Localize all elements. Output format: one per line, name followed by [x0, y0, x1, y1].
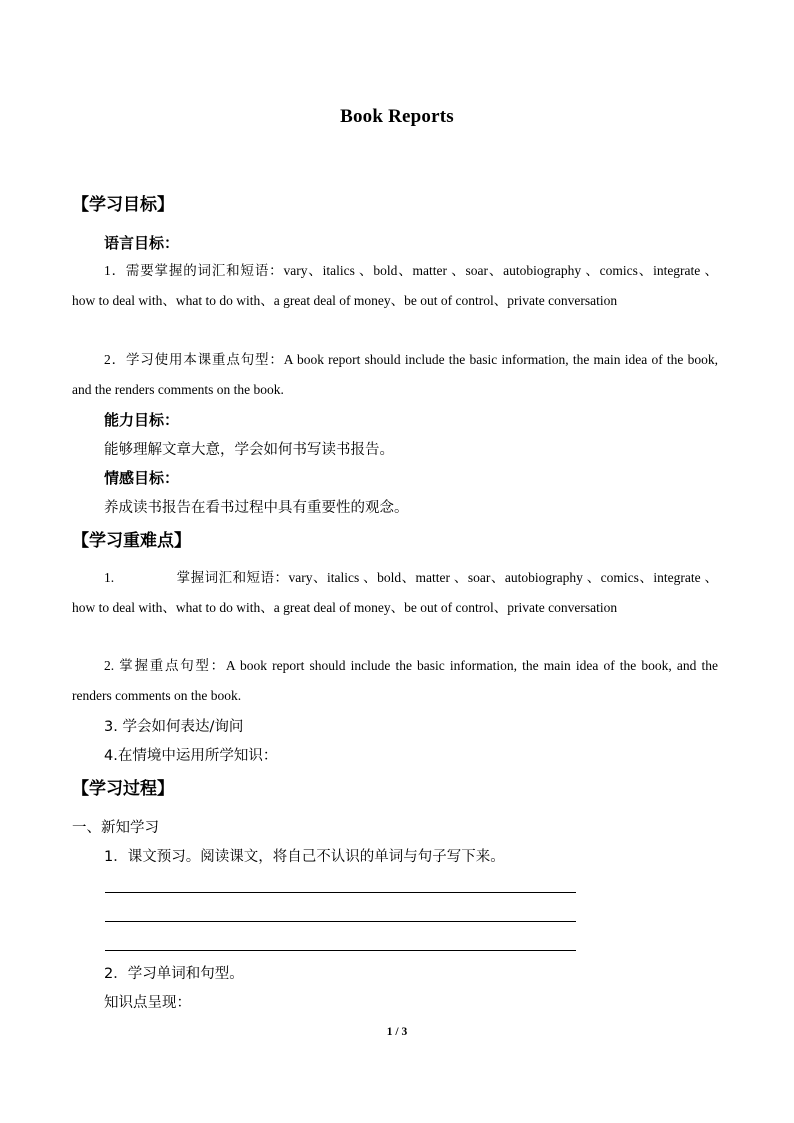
key-point-item-2: 2. 掌握重点句型：A book report should include the basic information, the main idea of the book, and the renders comments on the book. [72, 658, 718, 703]
section-heading-key-points: 【学习重难点】 [72, 531, 191, 551]
page-number: 1 / 3 [386, 1026, 408, 1038]
answer-line-2 [105, 921, 576, 922]
language-objectives-heading: 语言目标： [104, 234, 180, 252]
ability-objectives-text: 能够理解文章大意，学会如何书写读书报告。 [104, 442, 394, 458]
emotion-objectives-text: 养成读书报告在看书过程中具有重要性的观念。 [104, 500, 409, 516]
process-part-1: 一、新知学习 [72, 820, 159, 836]
answer-line-3 [105, 950, 576, 951]
key-point-item-3: 3. 学会如何表达/询问 [104, 719, 244, 735]
section-heading-objectives: 【学习目标】 [72, 195, 174, 215]
key-point-item-1-text: 掌握词汇和短语：vary、italics 、bold、matter 、soar、autobiography 、comics、integrate 、how to deal with、what to do with、a great deal of money、be out of control、private conversation [72, 570, 718, 615]
key-point-item-4: 4.在情境中运用所学知识： [104, 748, 278, 764]
knowledge-presentation: 知识点呈现： [104, 995, 191, 1011]
process-step-1: 1．课文预习。阅读课文，将自己不认识的单词与句子写下来。 [104, 849, 505, 865]
key-point-item-1 [72, 563, 718, 623]
objective-item-2: 2．学习使用本课重点句型：A book report should include the basic information, the main idea of the book, and the renders comments on the book. [72, 352, 718, 397]
answer-line-1 [105, 892, 576, 893]
section-heading-process: 【学习过程】 [72, 779, 174, 799]
key-point-item-1-number: 1. [104, 570, 115, 585]
document-title: Book Reports [340, 106, 454, 127]
objective-item-1: 1．需要掌握的词汇和短语：vary、italics 、bold、matter 、soar、autobiography 、comics、integrate 、how to deal with、what to do with、a great deal of money、be out of control、private conversation [72, 263, 718, 308]
emotion-objectives-heading: 情感目标： [104, 469, 180, 487]
ability-objectives-heading: 能力目标： [104, 411, 180, 429]
process-step-2: 2．学习单词和句型。 [104, 966, 244, 982]
